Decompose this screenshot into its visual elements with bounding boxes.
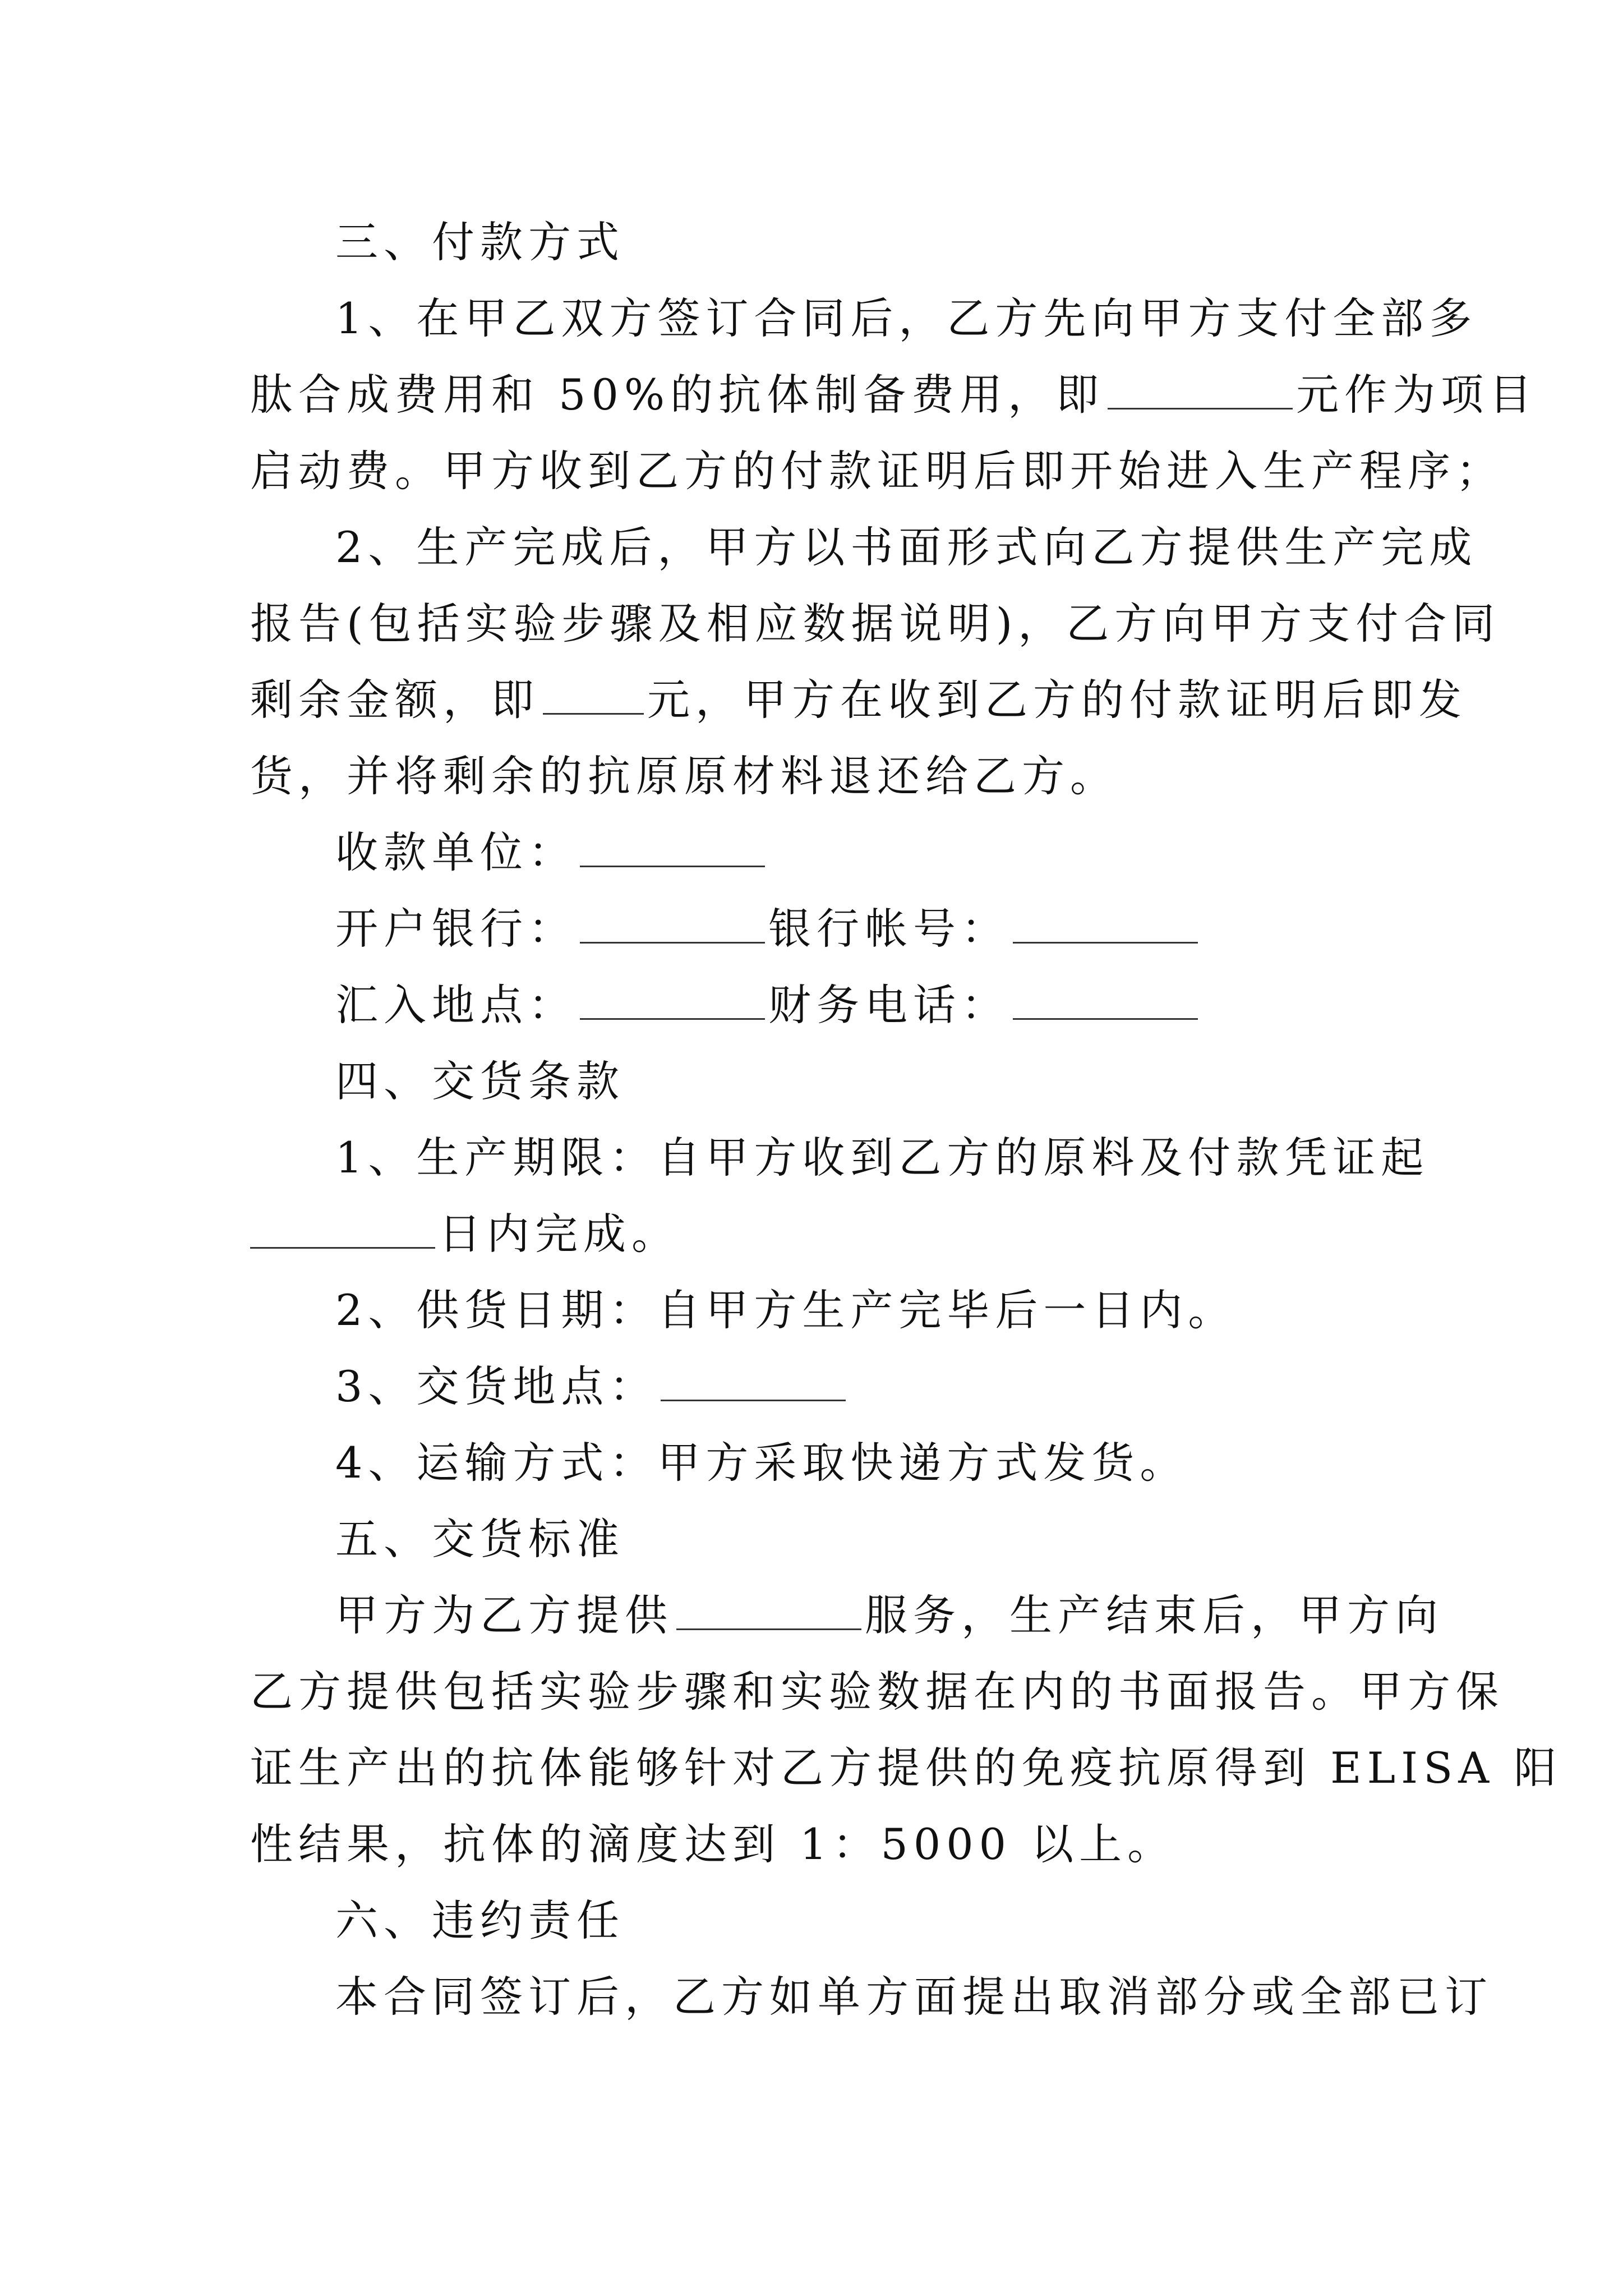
section-5-heading	[335, 1511, 1479, 1567]
standard-clause-line-3-text: 证生产出的抗体能够针对乙方提供的免疫抗原得到 ELISA 阳	[250, 1743, 1562, 1793]
remaining-amount-blank	[543, 678, 644, 715]
standard-clause-line-4-text: 性结果，抗体的滴度达到 1：5000 以上。	[250, 1819, 1176, 1869]
breach-clause-line-1	[335, 1969, 1493, 2025]
standard-clause-line-4	[250, 1816, 1394, 1872]
standard-clause-line-1	[335, 1588, 1479, 1644]
section-4-heading-text: 四、交货条款	[335, 1056, 625, 1106]
delivery-clause-2	[335, 1282, 1479, 1338]
finance-phone-label: 财务电话：	[768, 980, 1009, 1030]
project-start-fee-blank	[1108, 373, 1293, 409]
delivery-place-blank	[661, 1365, 846, 1401]
payee-blank	[580, 831, 765, 867]
section-3-heading-text: 三、付款方式	[335, 217, 625, 267]
standard-clause-line-3	[250, 1740, 1562, 1796]
bank-blank	[580, 907, 765, 944]
production-days-blank	[250, 1212, 435, 1249]
payment-clause-2-line-1	[335, 519, 1478, 576]
service-blank	[676, 1594, 861, 1630]
standard-clause-line-1-text-a: 甲方为乙方提供	[335, 1590, 673, 1640]
bank-account-fields	[335, 901, 1479, 957]
payment-clause-1-line-2-text-b: 元作为项目	[1296, 370, 1538, 420]
payment-clause-1-line-1-text: 1、在甲乙双方签订合同后，乙方先向甲方支付全部多	[335, 293, 1478, 343]
payment-clause-2-line-3-text-a: 剩余金额，即	[250, 675, 540, 725]
payment-clause-1-line-3-text: 启动费。甲方收到乙方的付款证明后即开始进入生产程序；	[250, 446, 1504, 496]
payee-label: 收款单位：	[335, 827, 577, 877]
delivery-clause-4-text: 4、运输方式：甲方采取快递方式发货。	[335, 1438, 1188, 1488]
payment-clause-1-line-2-text-a: 肽合成费用和 50%的抗体制备费用，即	[250, 370, 1105, 420]
delivery-clause-2-text: 2、供货日期：自甲方生产完毕后一日内。	[335, 1285, 1237, 1335]
section-6-heading-text: 六、违约责任	[335, 1895, 625, 1945]
payment-clause-2-line-2-text: 报告(包括实验步骤及相应数据说明)，乙方向甲方支付合同	[250, 599, 1501, 648]
standard-clause-line-1-text-b: 服务，生产结束后，甲方向	[865, 1590, 1444, 1640]
delivery-clause-1-line-1-text: 1、生产期限：自甲方收到乙方的原料及付款凭证起	[335, 1133, 1430, 1182]
delivery-clause-1-line-2	[250, 1206, 1394, 1262]
payment-clause-1-line-2	[250, 367, 1538, 423]
delivery-clause-1-line-1	[335, 1130, 1430, 1186]
bank-label: 开户银行：	[335, 904, 577, 954]
account-blank	[1013, 907, 1198, 944]
section-5-heading-text: 五、交货标准	[335, 1514, 625, 1564]
payment-clause-2-line-4-text: 货，并将剩余的抗原原材料退还给乙方。	[250, 751, 1118, 801]
payment-clause-2-line-1-text: 2、生产完成后，甲方以书面形式向乙方提供生产完成	[335, 522, 1478, 572]
section-3-heading	[335, 214, 1479, 270]
delivery-place-label: 3、交货地点：	[335, 1361, 658, 1411]
payment-clause-2-line-2	[250, 596, 1501, 652]
delivery-clause-4	[335, 1435, 1479, 1491]
payment-clause-1-line-3	[250, 443, 1504, 499]
delivery-clause-3	[335, 1359, 1479, 1415]
remit-place-blank	[580, 983, 765, 1020]
remit-phone-fields	[335, 977, 1479, 1033]
account-label: 银行帐号：	[768, 904, 1009, 954]
payment-clause-1-line-1	[335, 291, 1478, 347]
standard-clause-line-2	[250, 1664, 1504, 1720]
section-6-heading	[335, 1893, 1479, 1949]
breach-clause-line-1-text: 本合同签订后，乙方如单方面提出取消部分或全部已订	[335, 1972, 1493, 2022]
payee-field	[335, 825, 1479, 881]
remit-place-label: 汇入地点：	[335, 980, 577, 1030]
finance-phone-blank	[1013, 983, 1198, 1020]
delivery-clause-1-line-2-text: 日内完成。	[439, 1209, 680, 1259]
section-4-heading	[335, 1053, 1479, 1110]
standard-clause-line-2-text: 乙方提供包括实验步骤和实验数据在内的书面报告。甲方保	[250, 1667, 1504, 1717]
payment-clause-2-line-3-text-b: 元，甲方在收到乙方的付款证明后即发	[647, 675, 1467, 725]
payment-clause-2-line-4	[250, 748, 1394, 804]
payment-clause-2-line-3	[250, 672, 1467, 728]
